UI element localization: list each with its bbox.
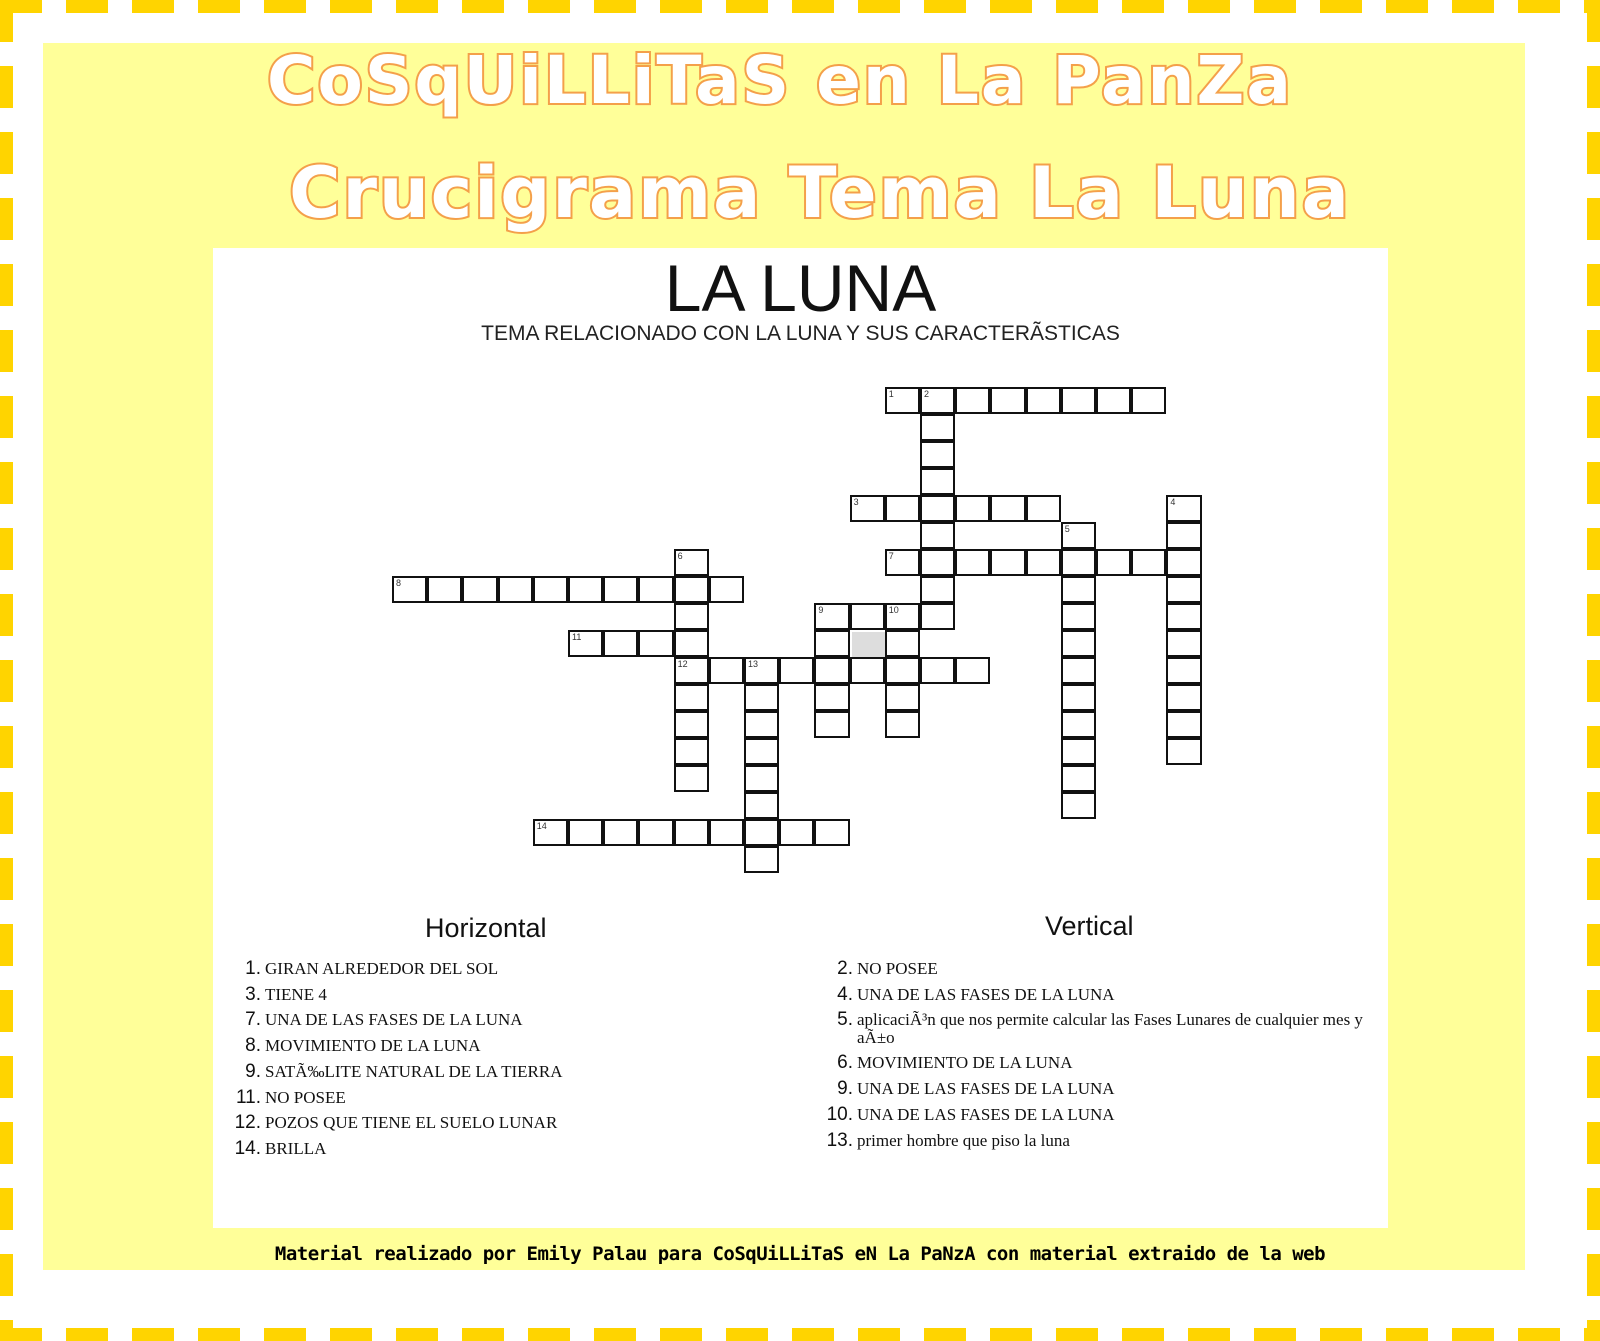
- clue-item-number: 7.: [245, 1009, 261, 1031]
- crossword-cell[interactable]: [990, 549, 1025, 576]
- crossword-cell[interactable]: [1166, 522, 1201, 549]
- crossword-cell[interactable]: [709, 819, 744, 846]
- crossword-cell[interactable]: [885, 711, 920, 738]
- clue-item-text: UNA DE LAS FASES DE LA LUNA: [265, 1010, 523, 1030]
- clue-item-number: 6.: [837, 1052, 853, 1074]
- clue-item-text: BRILLA: [265, 1138, 327, 1158]
- clue-number: 10: [888, 605, 899, 615]
- crossword-cell[interactable]: [885, 387, 920, 414]
- clue-number: 3: [853, 497, 859, 507]
- clue-item-text: NO POSEE: [265, 1087, 346, 1107]
- crossword-cell[interactable]: [814, 630, 849, 657]
- crossword-cell[interactable]: [744, 792, 779, 819]
- crossword-cell[interactable]: [779, 657, 814, 684]
- crossword-cell[interactable]: [533, 819, 568, 846]
- clue-item-number: 4.: [837, 983, 853, 1005]
- crossword-cell[interactable]: [885, 495, 920, 522]
- clue-item-number: 10.: [826, 1103, 853, 1125]
- clue-number: 7: [888, 551, 894, 561]
- clue-item-text: NO POSEE: [857, 959, 938, 978]
- crossword-cell[interactable]: [1061, 603, 1096, 630]
- clue-number: 11: [572, 632, 582, 642]
- crossword-cell[interactable]: [920, 657, 955, 684]
- crossword-cell[interactable]: [674, 630, 709, 657]
- crossword-cell[interactable]: [638, 576, 673, 603]
- crossword-cell[interactable]: [920, 441, 955, 468]
- crossword-cell[interactable]: [920, 468, 955, 495]
- crossword-cell[interactable]: [674, 738, 709, 765]
- clue-item-text: UNA DE LAS FASES DE LA LUNA: [857, 1079, 1115, 1099]
- crossword-cell[interactable]: [990, 495, 1025, 522]
- crossword-cell[interactable]: [955, 549, 990, 576]
- crossword-cell[interactable]: [885, 684, 920, 711]
- clue-item: [813, 1103, 1367, 1125]
- crossword-cell[interactable]: [955, 657, 990, 684]
- clue-item-number: 3.: [245, 983, 261, 1005]
- sheet-title: LA LUNA: [664, 251, 937, 325]
- crossword-cell[interactable]: [1096, 549, 1131, 576]
- clue-item-text: TIENE 4: [265, 984, 327, 1004]
- clue-item-text: primer hombre que piso la luna: [857, 1130, 1070, 1150]
- clue-number: 1: [888, 389, 894, 399]
- clue-item-text: UNA DE LAS FASES DE LA LUNA: [857, 984, 1115, 1004]
- clue-number: 12: [677, 659, 688, 669]
- crossword-cell[interactable]: [744, 657, 779, 684]
- clue-number: 4: [1170, 497, 1176, 507]
- crossword-cell[interactable]: [709, 576, 744, 603]
- crossword-cell[interactable]: [1026, 387, 1061, 414]
- down-heading: Vertical: [1045, 911, 1134, 941]
- crossword-cell[interactable]: [568, 576, 603, 603]
- shaded-cell: [852, 632, 885, 657]
- clue-item-number: 11.: [235, 1086, 261, 1108]
- crossword-cell[interactable]: [1061, 630, 1096, 657]
- clue-item-text: UNA DE LAS FASES DE LA LUNA: [857, 1104, 1115, 1124]
- clue-item-number: 2.: [837, 958, 853, 979]
- credits-footer: Material realizado por Emily Palau para CoSqUiLLiTaS eN La PaNzA con material extraido de la web: [274, 1243, 1326, 1265]
- crossword-cell[interactable]: [1166, 576, 1201, 603]
- worksheet-subtitle: Crucigrama Tema La Luna: [289, 152, 1351, 234]
- clue-number: 8: [396, 578, 402, 588]
- crossword-cell[interactable]: [920, 603, 955, 630]
- crossword-cell[interactable]: [427, 576, 462, 603]
- crossword-cell[interactable]: [1166, 711, 1201, 738]
- clue-number: 5: [1064, 524, 1070, 534]
- clue-number: 6: [677, 551, 683, 561]
- clue-item: [813, 983, 1367, 1005]
- crossword-cell[interactable]: [392, 576, 427, 603]
- across-heading: Horizontal: [425, 913, 547, 943]
- crossword-cell[interactable]: [1131, 549, 1166, 576]
- clue-item-text: MOVIMIENTO DE LA LUNA: [857, 1053, 1073, 1073]
- clue-item-text: SATÃ‰LITE NATURAL DE LA TIERRA: [265, 1061, 563, 1081]
- clue-item-text: aplicaciÃ³n que nos permite calcular las Fases Lunares de cualquier mes y aÃ±o: [857, 1010, 1363, 1048]
- crossword-cell[interactable]: [674, 765, 709, 792]
- clue-item: [221, 1137, 775, 1159]
- crossword-cell[interactable]: [568, 630, 603, 657]
- dashed-border-bottom: [0, 1328, 1600, 1341]
- clue-item-number: 12.: [234, 1112, 261, 1134]
- crossword-cell[interactable]: [850, 603, 885, 630]
- clue-item-text: MOVIMIENTO DE LA LUNA: [265, 1036, 481, 1056]
- crossword-cell[interactable]: [533, 576, 568, 603]
- crossword-cell[interactable]: [638, 630, 673, 657]
- clue-item: [813, 960, 1367, 978]
- crossword-cell[interactable]: [1061, 738, 1096, 765]
- crossword-cell[interactable]: [603, 630, 638, 657]
- crossword-cell[interactable]: [920, 522, 955, 549]
- crossword-cell[interactable]: [990, 387, 1025, 414]
- clue-number: 13: [748, 659, 759, 669]
- clue-item: [221, 1114, 775, 1132]
- crossword-cell[interactable]: [1166, 684, 1201, 711]
- crossword-cell[interactable]: [1061, 522, 1096, 549]
- clue-item-number: 1.: [245, 958, 261, 979]
- crossword-cell[interactable]: [1096, 387, 1131, 414]
- dashed-border-left: [0, 0, 13, 1341]
- crossword-cell[interactable]: [1061, 657, 1096, 684]
- crossword-cell[interactable]: [674, 603, 709, 630]
- clue-number: 2: [924, 389, 930, 399]
- clue-item-number: 14.: [234, 1137, 261, 1159]
- clue-item: [813, 1011, 1367, 1047]
- crossword-cell[interactable]: [1131, 387, 1166, 414]
- crossword-cell[interactable]: [1166, 630, 1201, 657]
- crossword-cell[interactable]: [885, 549, 920, 576]
- crossword-cell[interactable]: [1061, 549, 1096, 576]
- crossword-cell[interactable]: [674, 549, 709, 576]
- crossword-cell[interactable]: [568, 819, 603, 846]
- crossword-cell[interactable]: [674, 576, 709, 603]
- crossword-cell[interactable]: [744, 819, 779, 846]
- crossword-cell[interactable]: [885, 657, 920, 684]
- sheet-subtitle: TEMA RELACIONADO CON LA LUNA Y SUS CARACTERÃSTICAS: [481, 322, 1120, 345]
- crossword-cell[interactable]: [744, 738, 779, 765]
- crossword-cell[interactable]: [814, 684, 849, 711]
- crossword-cell[interactable]: [1166, 549, 1201, 576]
- crossword-cell[interactable]: [744, 684, 779, 711]
- clue-item: [221, 1086, 775, 1108]
- crossword-cell[interactable]: [885, 630, 920, 657]
- crossword-cell[interactable]: [1061, 387, 1096, 414]
- clue-item: [221, 1060, 775, 1082]
- crossword-cell[interactable]: [1061, 684, 1096, 711]
- crossword-cell[interactable]: [1026, 549, 1061, 576]
- crossword-cell[interactable]: [709, 657, 744, 684]
- crossword-cell[interactable]: [744, 711, 779, 738]
- clue-item-text: POZOS QUE TIENE EL SUELO LUNAR: [265, 1113, 558, 1133]
- crossword-cell[interactable]: [920, 549, 955, 576]
- clue-item-text: GIRAN ALREDEDOR DEL SOL: [265, 959, 499, 978]
- crossword-sheet: [213, 248, 1388, 1228]
- crossword-cell[interactable]: [674, 684, 709, 711]
- clue-item-number: 9.: [245, 1060, 261, 1082]
- clue-item: [221, 1037, 775, 1055]
- crossword-cell[interactable]: [885, 603, 920, 630]
- crossword-cell[interactable]: [1166, 603, 1201, 630]
- crossword-cell[interactable]: [1061, 711, 1096, 738]
- crossword-cell[interactable]: [674, 819, 709, 846]
- clue-item-number: 13.: [826, 1129, 853, 1151]
- clue-number: 14: [536, 821, 547, 831]
- clue-item-number: 9.: [837, 1078, 853, 1100]
- crossword-cell[interactable]: [814, 657, 849, 684]
- crossword-cell[interactable]: [638, 819, 673, 846]
- crossword-cell[interactable]: [1166, 738, 1201, 765]
- crossword-cell[interactable]: [1061, 576, 1096, 603]
- crossword-cell[interactable]: [814, 819, 849, 846]
- clue-number: 9: [818, 605, 824, 615]
- crossword-cell[interactable]: [920, 576, 955, 603]
- crossword-cell[interactable]: [498, 576, 533, 603]
- clue-item: [221, 960, 775, 978]
- crossword-cell[interactable]: [1061, 792, 1096, 819]
- crossword-cell[interactable]: [1166, 657, 1201, 684]
- crossword-cell[interactable]: [1026, 495, 1061, 522]
- brand-title: CoSqUiLLiTaS en La PanZa: [267, 42, 1293, 119]
- crossword-cell[interactable]: [674, 657, 709, 684]
- crossword-cell[interactable]: [674, 711, 709, 738]
- clue-item: [813, 1054, 1367, 1072]
- crossword-cell[interactable]: [814, 711, 849, 738]
- crossword-cell[interactable]: [603, 576, 638, 603]
- crossword-cell[interactable]: [814, 603, 849, 630]
- crossword-cell[interactable]: [955, 387, 990, 414]
- crossword-cell[interactable]: [1061, 765, 1096, 792]
- clue-item: [221, 1011, 775, 1029]
- clue-item: [813, 1129, 1367, 1151]
- crossword-cell[interactable]: [920, 387, 955, 414]
- clue-item: [813, 1080, 1367, 1098]
- clue-item-number: 8.: [245, 1035, 261, 1057]
- crossword-cell[interactable]: [744, 765, 779, 792]
- clue-item-number: 5.: [837, 1009, 853, 1031]
- crossword-cell[interactable]: [955, 495, 990, 522]
- crossword-cell[interactable]: [850, 495, 885, 522]
- clue-item: [221, 983, 775, 1005]
- dashed-border-top: [0, 0, 1600, 13]
- crossword-cell[interactable]: [920, 414, 955, 441]
- crossword-cell[interactable]: [1166, 495, 1201, 522]
- crossword-cell[interactable]: [462, 576, 497, 603]
- crossword-cell[interactable]: [603, 819, 638, 846]
- crossword-cell[interactable]: [779, 819, 814, 846]
- crossword-cell[interactable]: [850, 657, 885, 684]
- crossword-cell[interactable]: [744, 846, 779, 873]
- crossword-cell[interactable]: [920, 495, 955, 522]
